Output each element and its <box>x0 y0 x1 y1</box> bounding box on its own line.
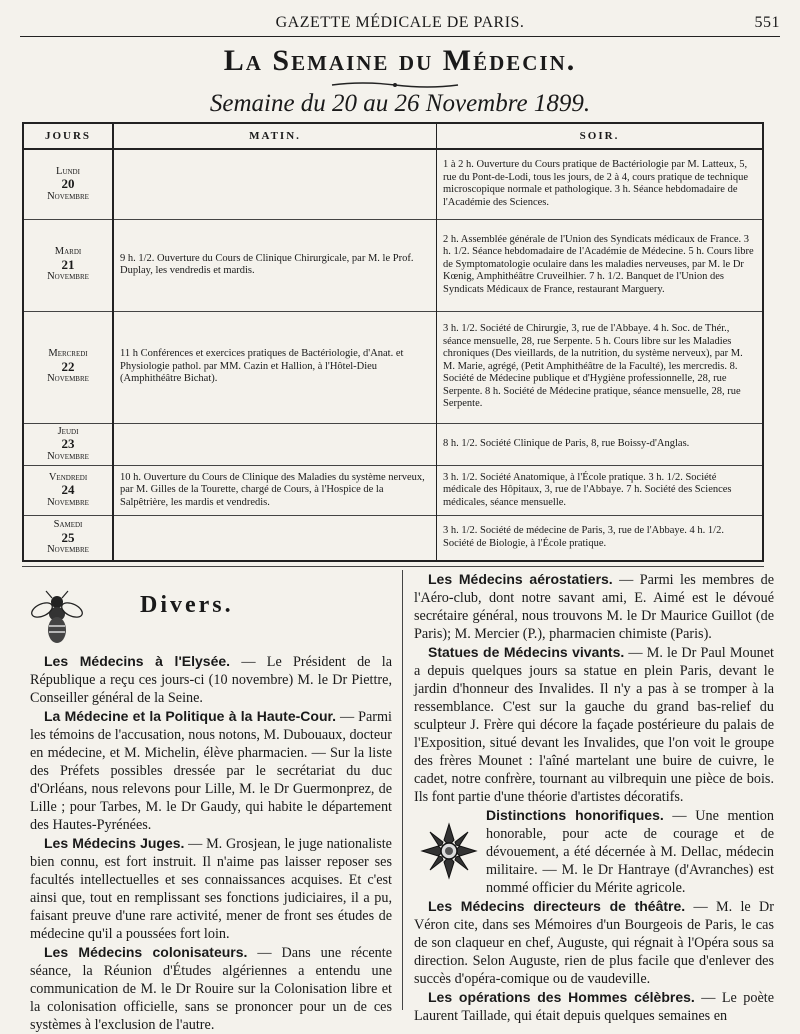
news-item-head: Distinctions honorifiques. <box>486 807 664 823</box>
week-heading: Semaine du 20 au 26 Novembre 1899. <box>209 90 591 117</box>
day-number: 24 <box>61 482 75 498</box>
journal-title: GAZETTE MÉDICALE DE PARIS. <box>275 14 525 31</box>
day-cell <box>24 516 113 560</box>
news-item <box>414 988 774 1025</box>
matin-cell <box>113 516 437 560</box>
table-row <box>24 516 762 560</box>
news-item-head: Statues de Médecins vivants. <box>428 644 625 660</box>
news-item-text: — M. Grosjean, le juge nationaliste bien connu, est fort instruit. Il n'aime pas laisser reposer ses facultés intellectuelles et ses connaissances acquises. Et c'est ainsi que, tout en remplissant ses fonctions judiciaires, il a pu, faisant preuve d'une rare activité, mener de front ses études de médecine qu'il a poussées fort loin. <box>30 836 392 942</box>
matin-cell: 11 h Conférences et exercices pratiques de Bactériologie, d'Anat. et Physiologie pathol. par MM. Cazin et Hallion, à l'Hôtel-Dieu (Amphithéâtre Bichat). <box>113 311 437 423</box>
section-divider <box>22 566 764 567</box>
day-name: Mardi <box>54 246 82 258</box>
news-item-head: Les Médecins Juges. <box>44 835 185 851</box>
matin-cell <box>113 423 437 466</box>
table-row <box>24 311 762 423</box>
day-cell <box>24 311 113 423</box>
news-item <box>30 707 392 834</box>
day-month: Novembre <box>47 190 89 202</box>
column-header-jours: JOURS <box>24 124 113 149</box>
news-item <box>414 643 774 806</box>
news-item <box>30 834 392 943</box>
news-item-text: — Parmi les membres de l'Aéro-club, dont notre savant ami, E. Aimé est le dévoué secrétaire général, nous trouvons M. le Dr Maurice Guillot (de Paris); M. Mercier (P.), pharmacien chimiste (Paris). <box>414 572 774 642</box>
soir-cell: 3 h. 1/2. Société Anatomique, à l'École pratique. 3 h. 1/2. Société médicale des Hôpitaux, 3, rue de l'Abbaye. 7 h. Société des Sciences médicales, séance mensuelle. <box>437 466 763 516</box>
soir-cell: 1 à 2 h. Ouverture du Cours pratique de Bactériologie par M. Latteux, 5, rue du Pont-de-Lodi, tous les jours, de 2 à 4, cours pratique de technique microscopique normale et pathologique. 3 h. Séance hebdomadaire de l'Académie des Sciences. <box>437 149 763 219</box>
soir-cell: 2 h. Assemblée générale de l'Union des Syndicats médicaux de France. 3 h. 1/2. Séance hebdomadaire de l'Académie de Médecine. 5 h. Cours libre de Symptomatologie oculaire dans les maladies nerveuses, par M. le Dr Kœnig, Amphithéâtre Cruveilhier. 7 h. 1/2. Banquet de l'Union des Syndicats Médicaux de France, restaurant Marguery. <box>437 219 763 311</box>
matin-cell: 10 h. Ouverture du Cours de Clinique des Maladies du système nerveux, par M. Gilles de la Tourette, chargé de Cours, à l'Hospice de la Salpêtrière, les mardis et vendredis. <box>113 466 437 516</box>
left-news-column <box>30 652 392 1034</box>
column-header-soir: SOIR. <box>437 124 763 149</box>
matin-cell <box>113 149 437 219</box>
news-item-head: La Médecine et la Politique à la Haute-Cour. <box>44 708 337 724</box>
column-rule <box>402 570 403 1010</box>
day-month: Novembre <box>47 450 89 462</box>
right-news-column <box>414 570 774 1025</box>
day-name: Samedi <box>53 519 83 530</box>
soir-cell: 8 h. 1/2. Société Clinique de Paris, 8, rue Boissy-d'Anglas. <box>437 423 763 466</box>
ornament-divider <box>330 80 460 90</box>
day-cell <box>24 423 113 466</box>
news-item-head: Les opérations des Hommes célèbres. <box>428 989 695 1005</box>
day-month: Novembre <box>47 373 89 385</box>
day-name: Vendredi <box>48 471 88 483</box>
day-name: Jeudi <box>57 425 79 437</box>
table-row <box>24 466 762 516</box>
page-number: 551 <box>754 14 780 31</box>
table-row <box>24 423 762 466</box>
news-item-head: Les Médecins directeurs de théâtre. <box>428 898 686 914</box>
day-month: Novembre <box>47 496 89 508</box>
day-name: Lundi <box>56 165 80 177</box>
news-item-head: Les Médecins colonisateurs. <box>44 944 248 960</box>
news-item-head: Les Médecins à l'Elysée. <box>44 653 231 669</box>
news-item-text: — Une mention honorable, pour acte de courage et de dévouement, a été décernée à M. Dellac, médecin militaire. — M. le Dr Hantraye (d'Avranches) est nommé officier du Mérite agricole. <box>486 808 774 896</box>
news-item <box>414 570 774 643</box>
section-masthead: La Semaine du Médecin. <box>223 44 577 77</box>
schedule-table <box>22 122 764 562</box>
news-item-text: — M. le Dr Véron cite, dans ses Mémoires d'un Bourgeois de Paris, le cas de son claqueur en chef, Auguste, qui régnait à l'Opéra sous sa direction. Selon Auguste, rien de plus facile que d'enlever des succès d'opéra-comique ou de vaudeville. <box>414 899 774 987</box>
day-cell <box>24 466 113 516</box>
day-number: 22 <box>61 358 75 374</box>
running-header <box>20 12 780 37</box>
day-number: 23 <box>61 436 75 451</box>
day-name: Mercredi <box>48 348 88 360</box>
day-number: 21 <box>61 256 75 272</box>
news-item-head: Les Médecins aérostatiers. <box>428 571 613 587</box>
divers-heading: Divers. <box>140 592 234 618</box>
column-header-matin: MATIN. <box>113 124 437 149</box>
soir-cell: 3 h. 1/2. Société de Chirurgie, 3, rue de l'Abbaye. 4 h. Soc. de Thér., séance mensuelle, 28, rue Serpente. 5 h. Cours libre sur les Maladies chroniques (Des vieillards, de la nutrition, du système nerveux), par M. M. Marie, agrégé, (Petit Amphithéâtre de la Faculté), les mercredis. 8. Société de Médecine publique et d'Hygiène professionnelle, 28, rue Serpente. 8 h. Société de Médecine pratique, séance mensuelle, 28, rue Serpente. <box>437 311 763 423</box>
bee-emblem-icon <box>30 590 84 646</box>
soir-cell: 3 h. 1/2. Société de médecine de Paris, 3, rue de l'Abbaye. 4 h. 1/2. Société de Biologie, à l'École pratique. <box>437 516 763 560</box>
legion-of-honour-medal-icon <box>418 820 480 882</box>
day-month: Novembre <box>47 271 89 283</box>
news-item-text: — Le Président de la République a reçu ces jours-ci (10 novembre) M. le Dr Piettre, Conseiller général de la Seine. <box>30 654 392 706</box>
news-item <box>414 897 774 988</box>
news-item <box>30 652 392 707</box>
news-item-text: — Parmi les témoins de l'accusation, nous notons, M. Dubouaux, docteur en médecine, et M. Michelin, élève pharmacien. — Sur la liste des Préfets possibles dressée par le secrétariat du duc d'Orléans, nous relevons pour Lille, M. le Dr Guermonprez, de Lille ; pour Tarbes, M. le Dr Gaudy, qui habite le département des Hautes-Pyrénées. <box>30 709 392 833</box>
news-item <box>30 943 392 1034</box>
day-cell <box>24 219 113 311</box>
day-month: Novembre <box>47 544 89 555</box>
matin-cell: 9 h. 1/2. Ouverture du Cours de Clinique Chirurgicale, par M. le Prof. Duplay, les vendredis et mardis. <box>113 219 437 311</box>
day-number: 20 <box>61 176 75 191</box>
news-item-text: — Le poète Laurent Taillade, qui était depuis quelques semaines en <box>414 990 774 1024</box>
table-row <box>24 219 762 311</box>
news-item-text: — M. le Dr Paul Mounet a depuis quelques jours sa statue en plein Paris, devant le jardin d'honneur des Invalides. Il n'y a pas à se tromper à la ressemblance. C'est sur la gauche du grand bas-relief du sculpteur J. Frère qui décore la façade postérieure du palais de l'Exposition, situé devant les Invalides, que l'on voit le groupe des frères Mounet : l'aîné martelant une buire de cuivre, le cadet, notre confrère, tournant au vilbrequin une pièce de bois. Ils font partie d'une théorie d'artistes décoratifs. <box>414 645 774 805</box>
day-number: 25 <box>61 529 75 545</box>
news-item-text: — Dans une récente séance, la Réunion d'Études algériennes a entendu une communication de M. le Dr Rouire sur la Colonisation libre et la colonisation officielle, sans se prononcer pour un de ces systèmes à l'exclusion de l'autre. <box>30 945 393 1033</box>
table-row <box>24 149 762 219</box>
day-cell <box>24 149 113 219</box>
